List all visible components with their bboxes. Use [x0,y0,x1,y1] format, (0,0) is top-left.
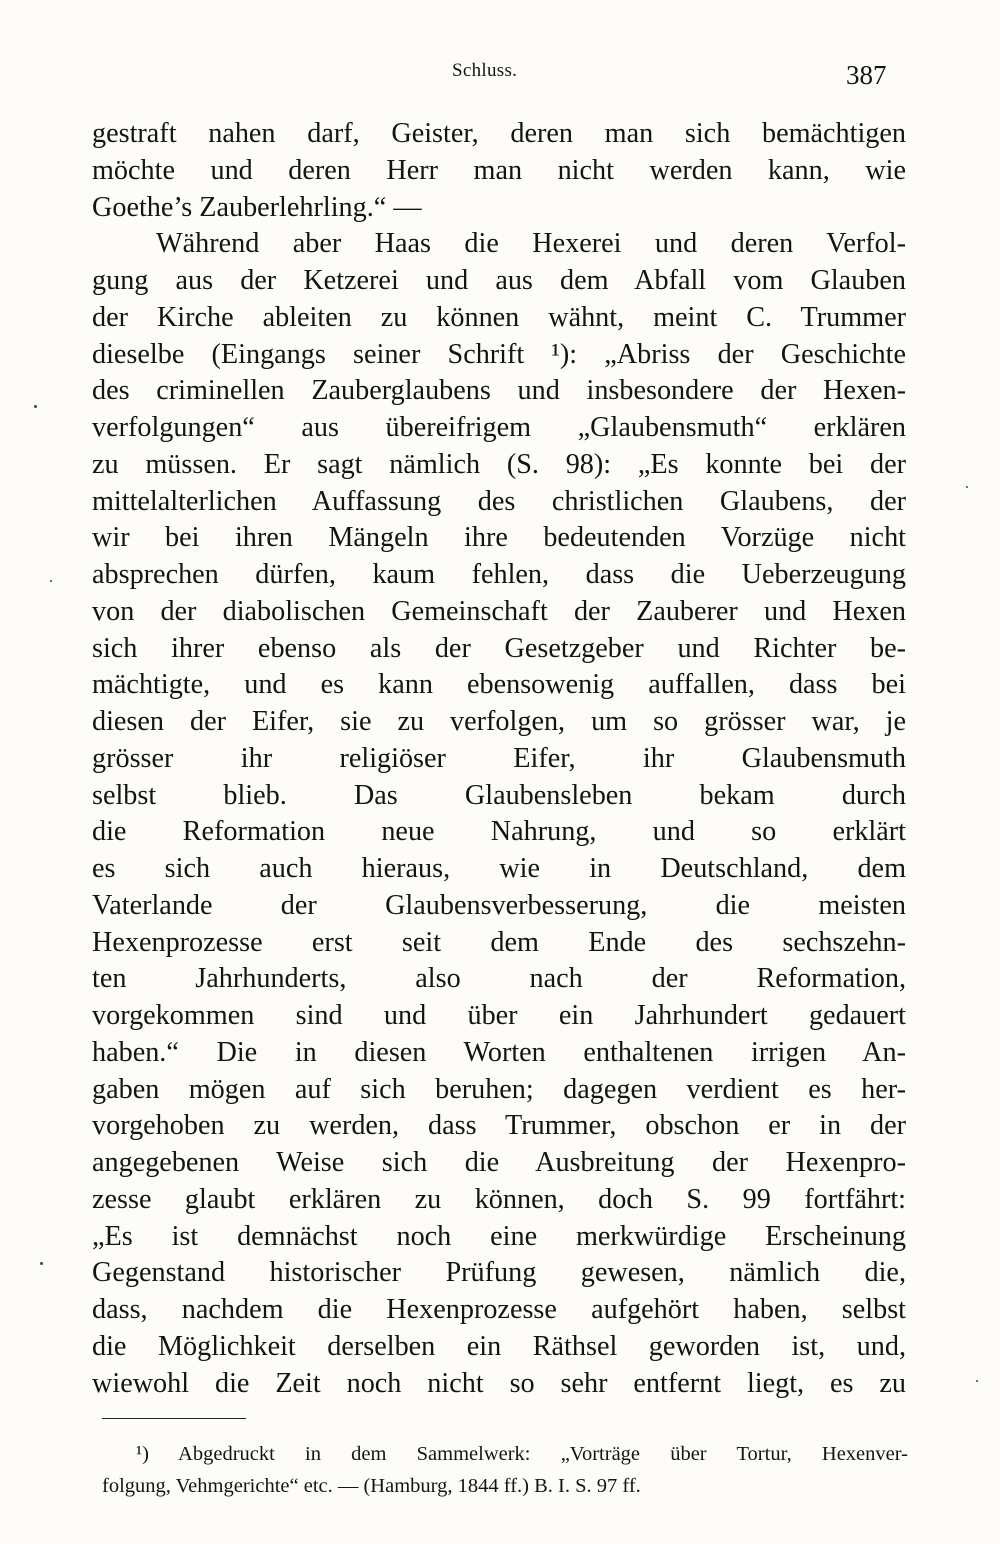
footnote-rule [102,1418,246,1419]
text-line: selbst blieb. Das Glaubensleben bekam durch [92,779,906,811]
text-line: von der diabolischen Gemeinschaft der Zauberer und Hexen [92,595,906,627]
text-line: diesen der Eifer, sie zu verfolgen, um so grösser war, je [92,706,906,737]
body-text [92,116,906,1402]
text-line: vorgehoben zu werden, dass Trummer, obschon er in der [92,1110,906,1142]
text-line: sich ihrer ebenso als der Gesetzgeber und Richter be- [92,632,906,664]
text-line: Hexenprozesse erst seit dem Ende des sechszehn- [92,926,906,958]
scan-speck [34,405,37,408]
footnote-line: folgung, Vehmgerichte“ etc. — (Hamburg, 1844 ff.) B. I. S. 97 ff. [102,1475,641,1497]
text-line: zesse glaubt erklären zu können, doch S. 99 fortfährt: [92,1183,906,1215]
text-line: vorgekommen sind und über ein Jahrhundert gedauert [92,1000,906,1031]
scan-speck [40,1262,43,1265]
text-line: mittelalterlichen Auffassung des christlichen Glaubens, der [92,485,906,517]
text-line: zu müssen. Er sagt nämlich (S. 98): „Es konnte bei der [92,448,906,480]
text-line: absprechen dürfen, kaum fehlen, dass die Ueberzeugung [92,559,906,590]
text-line: gaben mögen auf sich beruhen; dagegen verdient es her- [92,1073,906,1105]
text-line: dieselbe (Eingangs seiner Schrift ¹): „Abriss der Geschichte [92,338,906,370]
text-line: angegebenen Weise sich die Ausbreitung der Hexenpro- [92,1147,906,1178]
text-line: wiewohl die Zeit noch nicht so sehr entfernt liegt, es zu [92,1367,906,1399]
text-line: Während aber Haas die Hexerei und deren Verfol- [156,228,906,260]
text-line: grösser ihr religiöser Eifer, ihr Glaubensmuth [92,742,906,774]
text-line: die Möglichkeit derselben ein Räthsel geworden ist, und, [92,1330,906,1362]
page-header [0,58,1000,98]
text-line: die Reformation neue Nahrung, und so erklärt [92,816,906,848]
scan-speck [966,486,968,488]
text-line: „Es ist demnächst noch eine merkwürdige Erscheinung [92,1220,906,1252]
text-line: ten Jahrhunderts, also nach der Reformation, [92,963,906,995]
text-line: Vaterlande der Glaubensverbesserung, die meisten [92,889,906,921]
text-line: es sich auch hieraus, wie in Deutschland, dem [92,853,906,884]
scan-speck [50,580,52,582]
text-line: verfolgungen“ aus übereifrigem „Glaubensmuth“ erklären [92,412,906,443]
page-number: 387 [846,60,887,90]
text-line: des criminellen Zauberglaubens und insbesondere der Hexen- [92,375,906,407]
text-line: haben.“ Die in diesen Worten enthaltenen irrigen An- [92,1036,906,1068]
text-line: Goethe’s Zauberlehrling.“ — [92,191,422,223]
footnote-line: ¹) Abgedruckt in dem Sammelwerk: „Vorträge über Tortur, Hexenver- [136,1443,908,1465]
text-line: dass, nachdem die Hexenprozesse aufgehört haben, selbst [92,1294,906,1325]
text-line: gestraft nahen darf, Geister, deren man sich bemächtigen [92,118,906,149]
text-line: wir bei ihren Mängeln ihre bedeutenden Vorzüge nicht [92,522,906,554]
footnotes [102,1438,908,1502]
text-line: mächtigte, und es kann ebensowenig auffallen, dass bei [92,669,906,701]
running-head: Schluss. [452,60,518,81]
text-line: möchte und deren Herr man nicht werden kann, wie [92,154,906,186]
scan-speck [976,1380,978,1382]
text-line: der Kirche ableiten zu können wähnt, meint C. Trummer [92,301,906,333]
text-line: gung aus der Ketzerei und aus dem Abfall vom Glauben [92,265,906,296]
text-line: Gegenstand historischer Prüfung gewesen, nämlich die, [92,1257,906,1289]
